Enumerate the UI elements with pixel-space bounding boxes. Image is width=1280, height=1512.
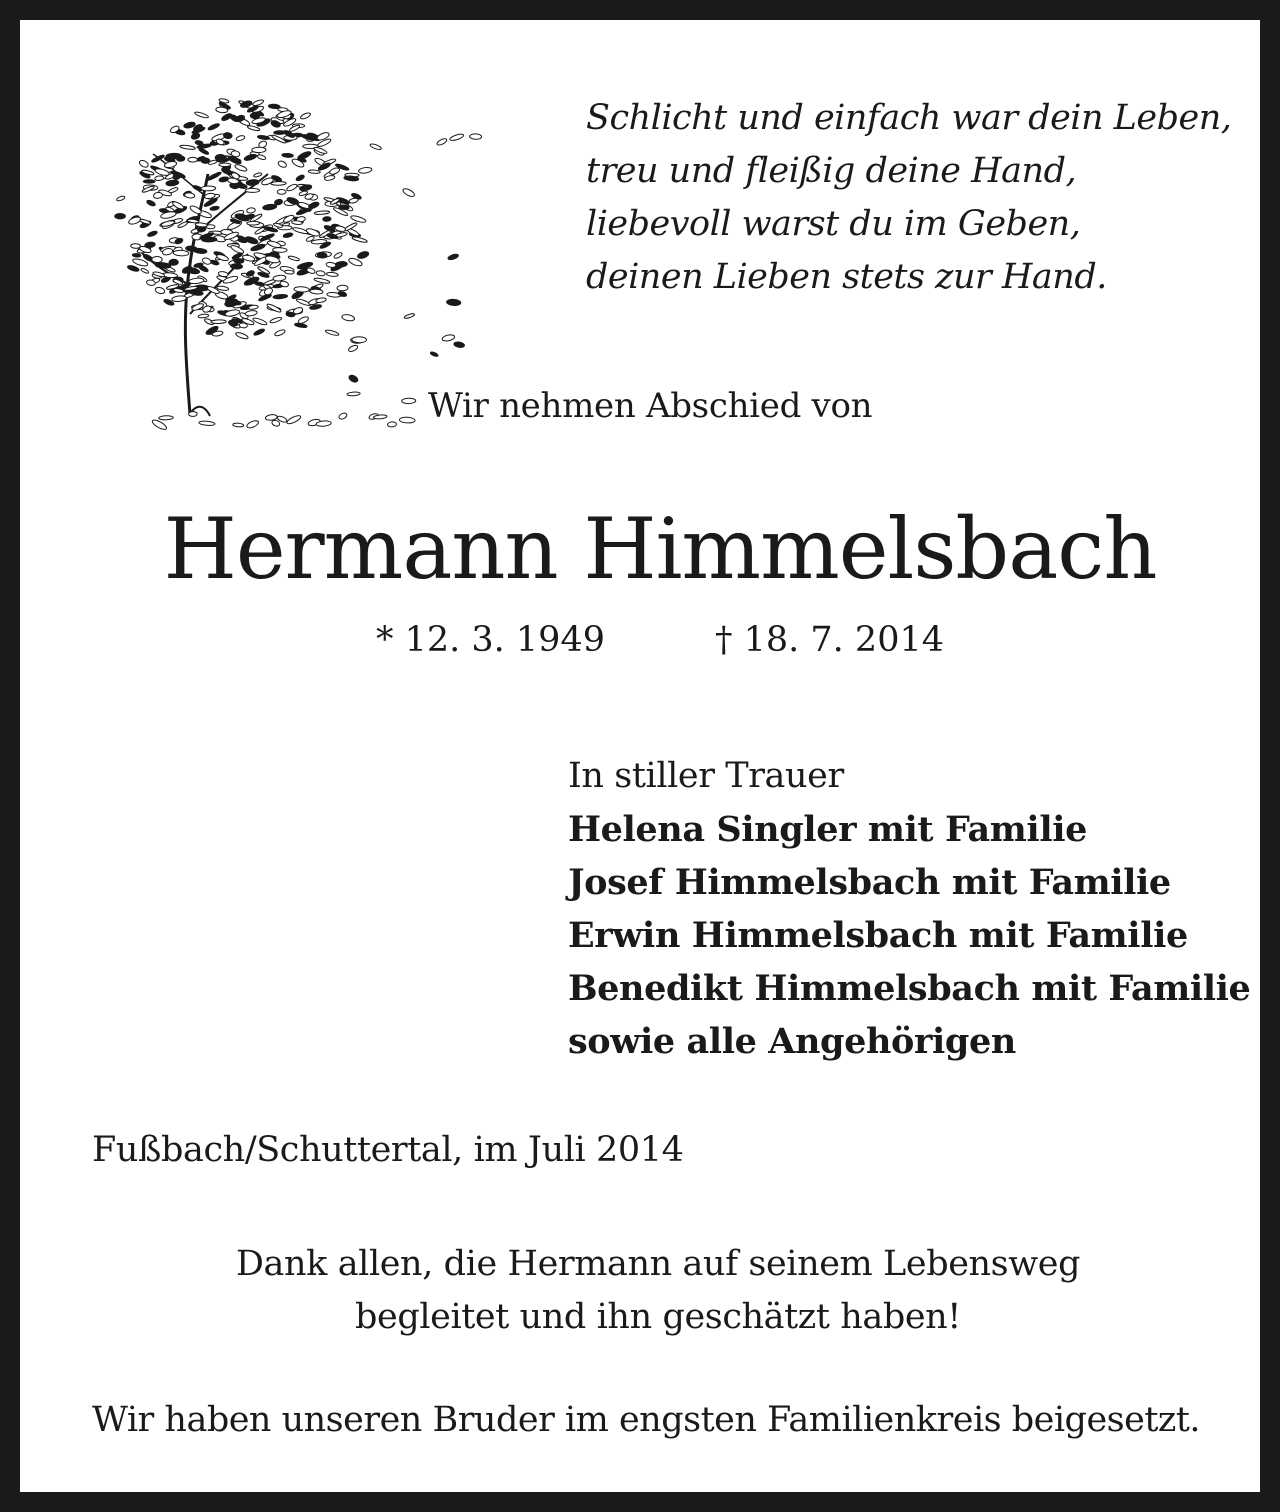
- mourner-entry: Benedikt Himmelsbach mit Familie: [568, 968, 1251, 1009]
- verse-line: liebevoll warst du im Geben,: [586, 204, 1081, 244]
- mourner-entry: sowie alle Angehörigen: [568, 1021, 1016, 1062]
- verse-line: Schlicht und einfach war dein Leben,: [586, 98, 1232, 138]
- thanks-note: [20, 1238, 1280, 1344]
- deceased-name: Hermann Himmelsbach: [163, 500, 1157, 598]
- death-date: † 18. 7. 2014: [715, 620, 945, 660]
- thanks-line: begleitet und ihn geschätzt haben!: [355, 1297, 961, 1337]
- verse-line: treu und fleißig deine Hand,: [586, 151, 1077, 191]
- thanks-line: Dank allen, die Hermann auf seinem Lebensweg: [235, 1244, 1081, 1284]
- burial-note: Wir haben unseren Bruder im engsten Familienkreis beigesetzt.: [92, 1400, 1201, 1440]
- memorial-verse: [586, 92, 1231, 304]
- mourner-entry: Erwin Himmelsbach mit Familie: [568, 915, 1188, 956]
- mourner-entry: Josef Himmelsbach mit Familie: [568, 862, 1171, 903]
- farewell-text: Wir nehmen Abschied von: [428, 386, 873, 426]
- mourner-entry: Helena Singler mit Familie: [568, 809, 1087, 850]
- birth-date: * 12. 3. 1949: [375, 620, 605, 660]
- mourners-list: [568, 750, 1250, 1068]
- place-and-date: Fußbach/Schuttertal, im Juli 2014: [92, 1130, 684, 1170]
- mourning-intro: In stiller Trauer: [568, 756, 844, 796]
- life-dates: [20, 620, 1280, 660]
- verse-line: deinen Lieben stets zur Hand.: [586, 257, 1107, 297]
